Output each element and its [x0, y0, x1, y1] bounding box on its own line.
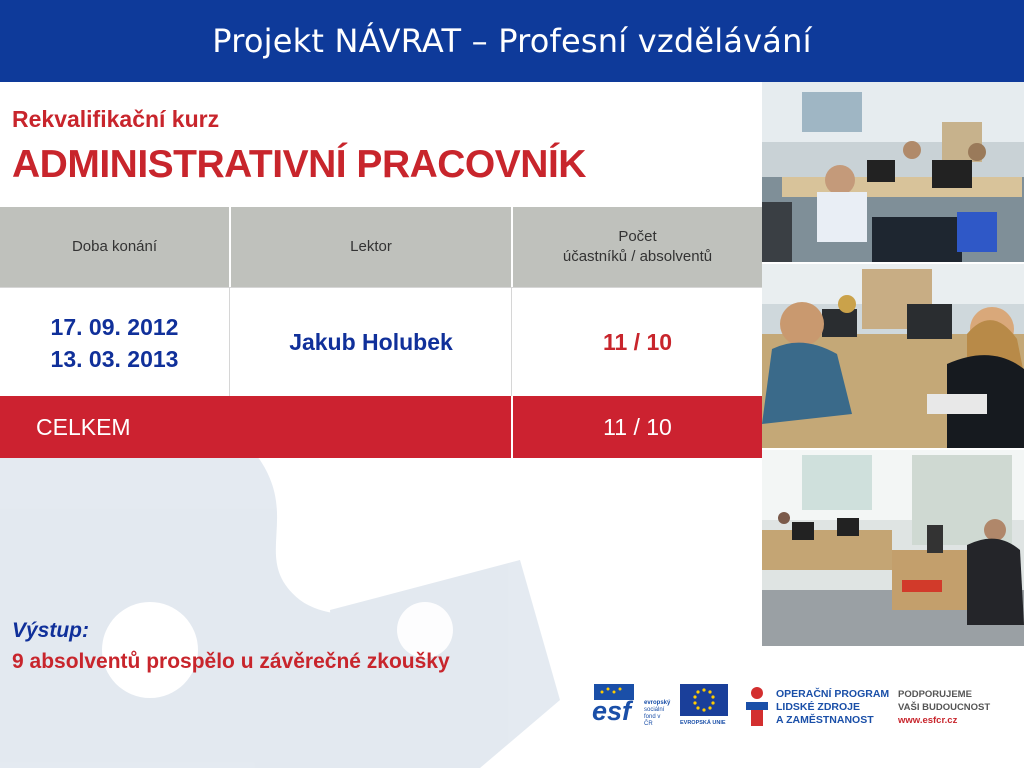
date-start: 17. 09. 2012 [50, 313, 179, 340]
course-title: ADMINISTRATIVNÍ PRACOVNÍK [12, 143, 586, 186]
cell-lektor: Jakub Holubek [289, 329, 453, 355]
table-row [0, 287, 762, 398]
header-bar [0, 0, 1024, 82]
classroom-photo-3 [762, 450, 1024, 646]
eu-flag-icon [680, 684, 728, 716]
support-url: www.esfcr.cz [898, 715, 958, 726]
classroom-photo-1 [762, 82, 1024, 262]
footer-logos [592, 682, 1012, 732]
photo-column [762, 82, 1024, 646]
column-divider [511, 288, 512, 397]
classroom-photo-2 [762, 264, 1024, 448]
eu-logo: EVROPSKÁ UNIE [680, 684, 732, 728]
total-label: CELKEM [36, 413, 131, 440]
result-text: 9 absolventů prospělo u závěrečné zkoušky [12, 650, 450, 673]
op-text: OPERAČNÍ PROGRAM LIDSKÉ ZDROJE A ZAMĚSTNANOST [776, 688, 890, 726]
table-header-row [0, 207, 762, 287]
esf-mark: esf [592, 696, 632, 726]
cell-count: 11 / 10 [602, 329, 673, 355]
esf-logo: esf evropský sociální fond v ČR [592, 684, 670, 728]
page-title: Projekt NÁVRAT – Profesní vzdělávání [212, 22, 812, 60]
header-cell-date: Doba konání [71, 238, 158, 255]
cell-dates [0, 288, 229, 397]
total-count: 11 / 10 [603, 413, 672, 440]
op-figure-icon [742, 686, 772, 726]
column-divider [229, 288, 230, 397]
result-label: Výstup: [12, 619, 90, 642]
table-total-row [0, 396, 762, 458]
header-cell-count: Počet účastníků / absolventů [562, 228, 713, 265]
support-text: PODPORUJEME VAŠI BUDOUCNOST www.esfcr.cz [898, 689, 991, 726]
date-end: 13. 03. 2013 [50, 345, 179, 372]
header-cell-lektor: Lektor [350, 238, 392, 255]
course-subtitle: Rekvalifikační kurz [12, 106, 220, 132]
